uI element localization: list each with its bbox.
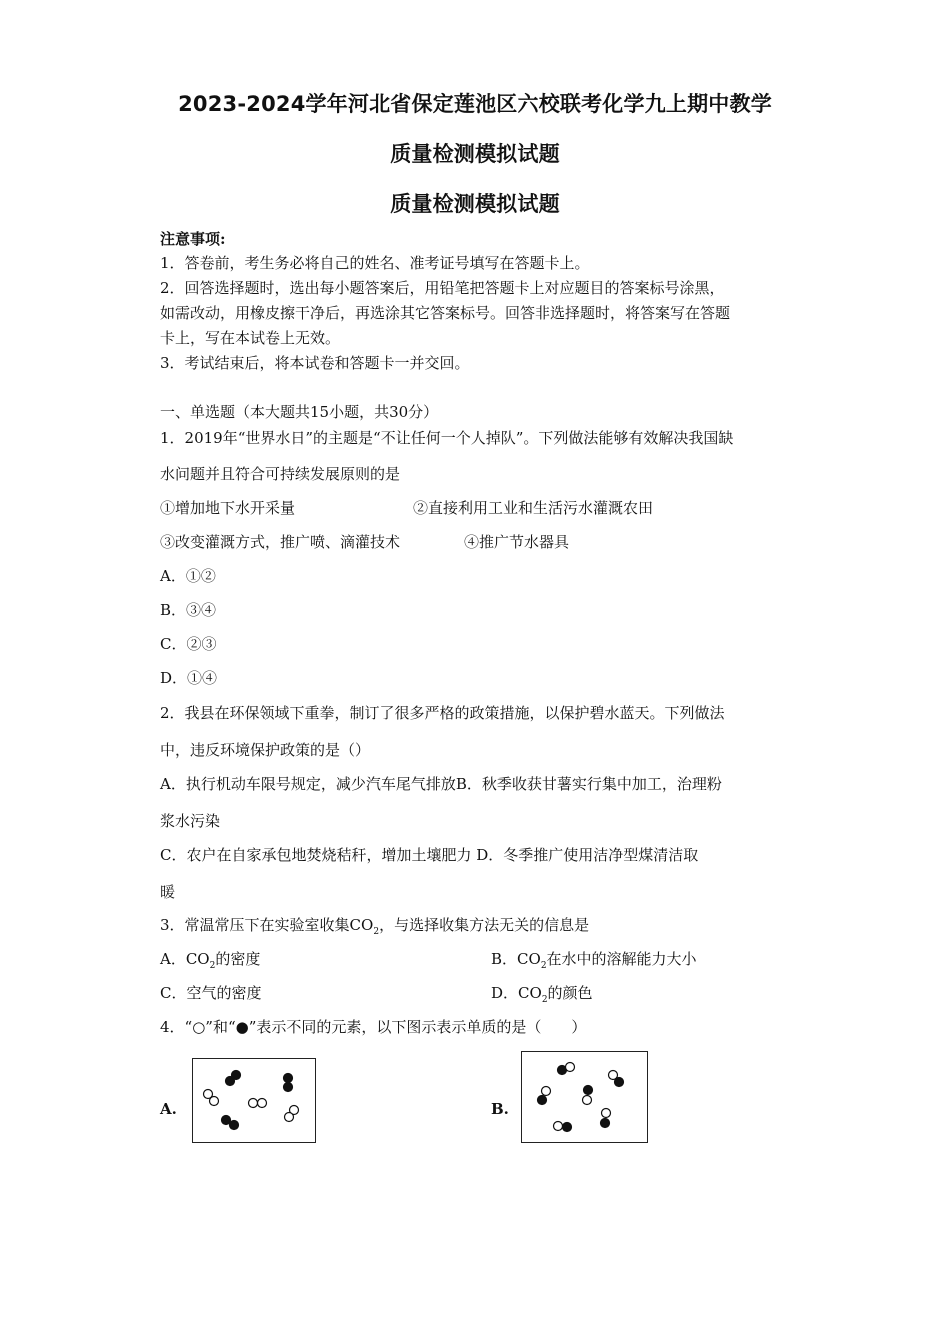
q3-stem: 3．常温常压下在实验室收集$CO_2$，与选择收集方法无关的信息是 [160,916,590,937]
molecule-diagram-a [193,1059,315,1142]
q4-diagram-b [521,1051,648,1143]
q1-option-b: B．③④ [160,601,217,619]
q4-option-a-label: A. [160,1100,177,1118]
q2-stem-cont: 中，违反环境保护政策的是（） [160,741,371,759]
q1-stem-cont: 水问题并且符合可持续发展原则的是 [160,465,401,483]
notice-item: 1．答卷前，考生务必将自己的姓名、准考证号填写在答题卡上。 [160,254,590,272]
title-line-1: 2023-2024学年河北省保定莲池区六校联考化学九上期中教学 [178,92,772,116]
q3-option-d: D．$CO_2$的颜色 [491,984,593,1005]
q1-option-d: D．①④ [160,669,218,687]
q3-option-c: C．空气的密度 [160,984,262,1002]
q2-options-cd: C．农户在自家承包地焚烧秸秆，增加土壤肥力 D．冬季推广使用洁净型煤清洁取 [160,846,699,864]
section-heading: 一、单选题（本大题共15小题，共30分） [160,403,439,421]
title-line-2: 质量检测模拟试题 [390,142,560,166]
q3-option-b: B．$CO_2$在水中的溶解能力大小 [491,950,697,971]
q1-stem: 1．2019年“世界水日”的主题是“不让任何一个人掉队”。下列做法能够有效解决我国缺 [160,429,734,447]
q1-statement-3: ③改变灌溉方式，推广喷、滴灌技术 [160,533,401,551]
q1-option-a: A．①② [160,567,216,585]
q2-stem: 2．我县在环保领域下重拳，制订了很多严格的政策措施，以保护碧水蓝天。下列做法 [160,704,725,722]
molecule-diagram-b [522,1052,647,1142]
q4-diagram-a [192,1058,316,1143]
q1-statement-1: ①增加地下水开采量 [160,499,296,517]
notice-item: 3．考试结束后，将本试卷和答题卡一并交回。 [160,354,470,372]
notice-item: 如需改动，用橡皮擦干净后，再选涂其它答案标号。回答非选择题时，将答案写在答题 [160,304,731,322]
q1-statement-2: ②直接利用工业和生活污水灌溉农田 [413,499,654,517]
q2-options-ab-cont: 浆水污染 [160,812,221,830]
q4-stem: 4．“○”和“●”表示不同的元素，以下图示表示单质的是（ ） [160,1018,587,1036]
notice-item: 2．回答选择题时，选出每小题答案后，用铅笔把答题卡上对应题目的答案标号涂黑， [160,279,725,297]
notice-item: 卡上，写在本试卷上无效。 [160,329,341,347]
q1-option-c: C．②③ [160,635,217,653]
q2-options-ab: A．执行机动车限号规定，减少汽车尾气排放B．秋季收获甘薯实行集中加工，治理粉 [160,775,722,793]
q1-statement-4: ④推广节水器具 [464,533,570,551]
q2-options-cd-cont: 暖 [160,883,176,901]
q3-option-a: A．$CO_2$的密度 [160,950,261,971]
q4-option-b-label: B. [491,1100,509,1118]
notice-heading: 注意事项: [160,230,226,248]
title-line-3: 质量检测模拟试题 [390,192,560,216]
